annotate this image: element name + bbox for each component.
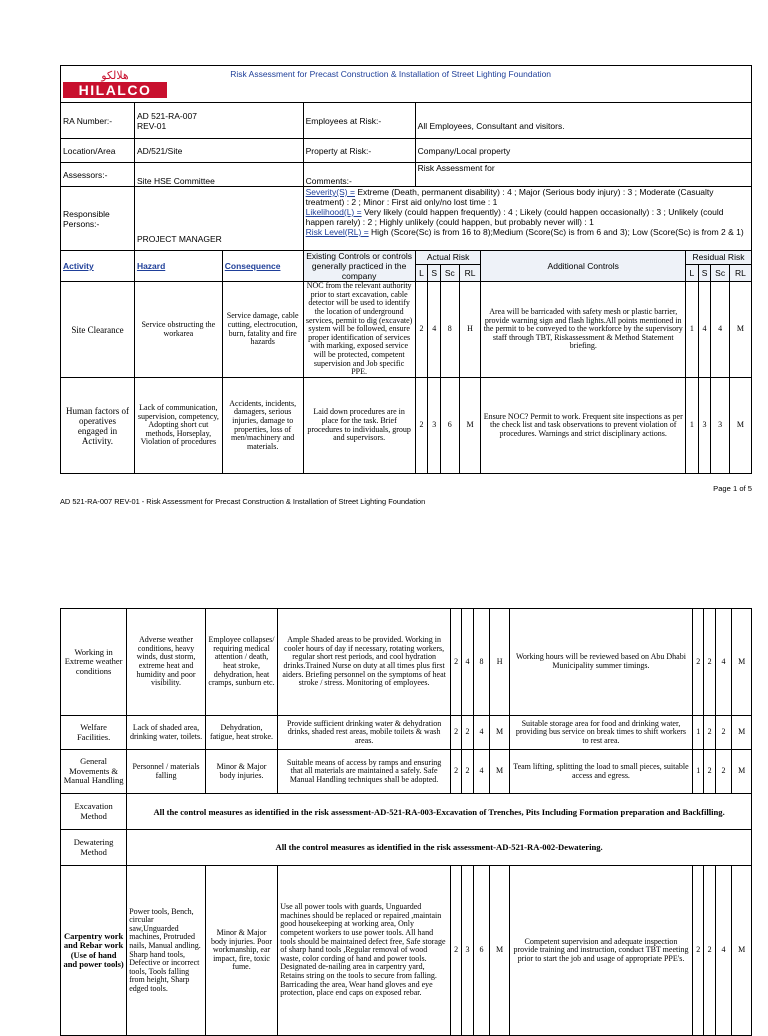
row-activity: General Movements & Manual Handling [61,750,127,794]
row-residual-sc: 4 [715,866,732,1036]
row-additional-controls: Ensure NOC? Permit to work. Frequent site inspections as per the check list and task observations to prevent violation of procedures. Warnings and strict disciplinary actions. [481,378,685,474]
table-row [61,794,752,830]
row-residual-rl: M [729,378,751,474]
row-hazard: Lack of communication, supervision, competency, Adopting short cut methods, Horseplay, Violation of procedures [134,378,222,474]
row-activity: Human factors of operatives engaged in Activity. [61,378,135,474]
row-residual-s: 4 [698,282,711,378]
row-activity: Carpentry work and Rebar work (Use of hand and power tools) [61,866,127,1036]
ra-revision: REV-01 [136,120,167,131]
company-logo [61,66,223,103]
col-residual-l: L [685,264,698,281]
ra-number-value [134,103,303,139]
footer-document-ref: AD 521-RA-007 REV-01 - Risk Assessment for Precast Construction & Installation of Street Lighting Foundation [60,497,426,506]
table-row [61,609,752,716]
col-actual-sc: Sc [441,264,459,281]
table-row [61,866,752,1036]
risk-assessment-page-1 [60,65,752,474]
col-actual-rl: RL [459,264,481,281]
row-additional-controls: Competent supervision and adequate inspection provide training and instruction, conduct TBT meeting prior to start the job and usage of appropriate PPE's. [509,866,692,1036]
severity-key: Severity(S) = [305,187,355,197]
row-residual-sc: 4 [711,282,729,378]
risk-assessment-page-2 [60,608,752,1036]
col-residual-sc: Sc [711,264,729,281]
row-activity: Welfare Facilities. [61,716,127,750]
row-residual-rl: M [732,716,752,750]
row-consequence: Service damage, cable cutting, electrocution, burn, fatality and fire hazards [222,282,303,378]
likelihood-legend [306,207,749,227]
dewatering-reference: All the control measures as identified in the risk assessment-AD-521-RA-002-Dewatering. [127,830,752,866]
employees-value: All Employees, Consultant and visitors. [415,103,751,139]
row-actual-l: 2 [450,750,461,794]
risk-legend [303,187,751,251]
ra-number: AD 521-RA-007 [136,110,197,121]
row-residual-s: 2 [704,866,715,1036]
row-existing-controls: Laid down procedures are in place for the task. Brief procedures to individuals, group and supervisors. [303,378,415,474]
row-hazard: Service obstructing the workarea [134,282,222,378]
row-actual-l: 2 [415,282,428,378]
row-consequence: Minor & Major body injuries. Poor workmanship, ear impact, fire, toxic fume. [205,866,277,1036]
row-activity: Site Clearance [61,282,135,378]
row-consequence: Employee collapses/ requiring medical attention / death, heat stroke, dehydration, heat cramps, sunburn etc. [205,609,277,716]
row-hazard: Adverse weather conditions, heavy winds, dust storm, extreme heat and humidity and poor visibility. [127,609,206,716]
row-actual-rl: M [490,716,510,750]
row-residual-rl: M [732,750,752,794]
row-actual-l: 2 [450,866,461,1036]
row-actual-s: 2 [462,716,473,750]
row-residual-sc: 2 [715,750,732,794]
row-actual-sc: 4 [473,716,490,750]
row-actual-s: 3 [462,866,473,1036]
table-row [61,750,752,794]
row-actual-l: 2 [450,609,461,716]
dewatering-activity: Dewatering Method [61,830,127,866]
col-actual-s: S [428,264,441,281]
document-title: Risk Assessment for Precast Construction & Installation of Street Lighting Foundation [222,66,751,103]
severity-text: Extreme (Death, permanent disability) : 4 ; Major (Serious body injury) : 3 ; Moderate (Casualty treatment) : 2 ; Minor : First aid only/no lost time : 1 [305,187,714,207]
row-actual-rl: M [490,866,510,1036]
table-row [61,378,752,474]
row-consequence: Dehydration, fatigue, heat stroke. [205,716,277,750]
row-residual-l: 1 [693,750,704,794]
row-residual-l: 2 [693,866,704,1036]
table-row [61,282,752,378]
col-activity: Activity [61,251,135,282]
risk-level-text: High (Score(Sc) is from 16 to 8);Medium (Score(Sc) is from 6 and 3); Low (Score(Sc) is from 2 & 1) [368,227,744,237]
row-actual-s: 3 [428,378,441,474]
row-actual-rl: H [459,282,481,378]
col-consequence: Consequence [222,251,303,282]
row-existing-controls: Suitable means of access by ramps and ensuring that all materials are maintained a safely. Safe Manual Handling techniques shall be adopted. [278,750,451,794]
row-actual-s: 4 [428,282,441,378]
property-value: Company/Local property [415,139,751,163]
col-residual-rl: RL [729,264,751,281]
employees-label: Employees at Risk:- [303,103,415,139]
risk-level-key: Risk Level(RL) = [305,227,369,237]
row-residual-sc: 3 [711,378,729,474]
row-actual-rl: M [459,378,481,474]
col-existing-controls: Existing Controls or controls generally practiced in the company [303,251,415,282]
row-actual-l: 2 [415,378,428,474]
hilalco-logo [63,68,167,98]
row-actual-sc: 6 [473,866,490,1036]
row-activity: Working in Extreme weather conditions [61,609,127,716]
row-residual-l: 1 [685,378,698,474]
col-hazard: Hazard [134,251,222,282]
row-actual-s: 2 [462,750,473,794]
row-residual-s: 2 [704,750,715,794]
svg-text:HILALCO: HILALCO [78,82,152,98]
row-actual-rl: M [490,750,510,794]
ra-number-label: RA Number:- [61,103,135,139]
row-existing-controls: Provide sufficient drinking water & dehydration drinks, shaded rest areas, mobile toilets & wash areas. [278,716,451,750]
row-existing-controls: NOC from the relevant authority prior to start excavation, cable detector will be used to identify the location of underground services, permit to dig (excavate) system will be followed, ensure proper identification of services with marking, exposed service will be protected, competent supervision and Job specific PPE. [303,282,415,378]
row-hazard: Personnel / materials falling [127,750,206,794]
row-existing-controls: Ample Shaded areas to be provided. Working in cooler hours of day if necessary, rotating workers, regular short rest periods, and cool hydration drinks.Trained Nurse on duty at all times plus first aiders. Briefing personnel on the symptoms of heat stroke / stress. Monitoring of employees. [278,609,451,716]
location-value: AD/521/Site [134,139,303,163]
row-actual-s: 4 [462,609,473,716]
svg-text:هلالكو: هلالكو [101,69,129,82]
row-residual-sc: 2 [715,716,732,750]
assessors-label: Assessors:- [61,163,135,187]
table-row [61,716,752,750]
severity-legend [306,187,749,207]
row-consequence: Minor & Major body injuries. [205,750,277,794]
row-residual-s: 2 [704,609,715,716]
row-additional-controls: Team lifting, splitting the load to small pieces, suitable access and egress. [509,750,692,794]
page-footer [60,484,752,507]
header-table [60,65,752,474]
table-row [61,830,752,866]
col-actual-l: L [415,264,428,281]
continuation-table [60,608,752,1036]
responsible-value: PROJECT MANAGER [134,187,303,251]
row-residual-s: 3 [698,378,711,474]
page-number: Page 1 of 5 [713,484,752,493]
assessors-value: Site HSE Committee [134,163,303,187]
row-residual-l: 2 [693,609,704,716]
likelihood-key: Likelihood(L) = [305,207,362,217]
row-existing-controls: Use all power tools with guards, Unguarded machines should be replaced or repaired ,maintain good housekeeping at working area, Only competent workers to use power tools. All hand tools should be maintained defect free, Safe storage of sharp hand tools ,Regular removal of wood waste, color cording of hand and power tools. Designated de-nailing area in carpentry yard, Retains string on the tools to secure from falling. Barricading the area, Wear hand gloves and eye protection, place end caps on exposed rebar. [278,866,451,1036]
row-residual-rl: M [729,282,751,378]
row-residual-sc: 4 [715,609,732,716]
row-hazard: Lack of shaded area, drinking water, toilets. [127,716,206,750]
row-hazard: Power tools, Bench, circular saw,Unguarded machines, Protruded nails, Manual andling. Sharp hand tools, Defective or incorrect tools, Tools falling from height, Sharp edged tools. [127,866,206,1036]
row-residual-l: 1 [693,716,704,750]
comments-value: Risk Assessment for [415,163,751,187]
row-actual-sc: 8 [441,282,459,378]
location-label: Location/Area [61,139,135,163]
row-consequence: Accidents, incidents, damagers, serious injuries, damage to properties, loss of men/machinery and materials. [222,378,303,474]
row-additional-controls: Suitable storage area for food and drinking water, providing bus service on break times to shift workers to rest area. [509,716,692,750]
excavation-reference: All the control measures as identified in the risk assessment-AD-521-RA-003-Excavation of Trenches, Pits Including Formation preparation and Backfilling. [127,794,752,830]
excavation-activity: Excavation Method [61,794,127,830]
risk-level-legend [306,227,749,237]
property-label: Property at Risk:- [303,139,415,163]
col-actual-risk: Actual Risk [415,251,481,265]
row-actual-sc: 6 [441,378,459,474]
row-residual-l: 1 [685,282,698,378]
comments-label: Comments:- [303,163,415,187]
row-residual-s: 2 [704,716,715,750]
row-residual-rl: M [732,609,752,716]
likelihood-text: Very likely (could happen frequently) : 4 ; Likely (could happen occasionally) : 3 ; Unlikely (could happen rarely) : 2 ; Highly unlikely (could happen, but probably never will) : 1 [305,207,724,227]
row-actual-rl: H [490,609,510,716]
col-additional-controls: Additional Controls [481,251,685,282]
row-actual-sc: 4 [473,750,490,794]
col-residual-s: S [698,264,711,281]
row-actual-sc: 8 [473,609,490,716]
row-residual-rl: M [732,866,752,1036]
row-additional-controls: Working hours will be reviewed based on Abu Dhabi Municipality summer timings. [509,609,692,716]
col-residual-risk: Residual Risk [685,251,751,265]
row-additional-controls: Area will be barricaded with safety mesh or plastic barrier, provide warning sign and flash lights.All points mentioned in the permit to be conveyed to the workforce by the supervisory staff through TBT, Riskassessment & Method Statement briefing. [481,282,685,378]
row-actual-l: 2 [450,716,461,750]
responsible-label: Responsible Persons:- [61,187,135,251]
